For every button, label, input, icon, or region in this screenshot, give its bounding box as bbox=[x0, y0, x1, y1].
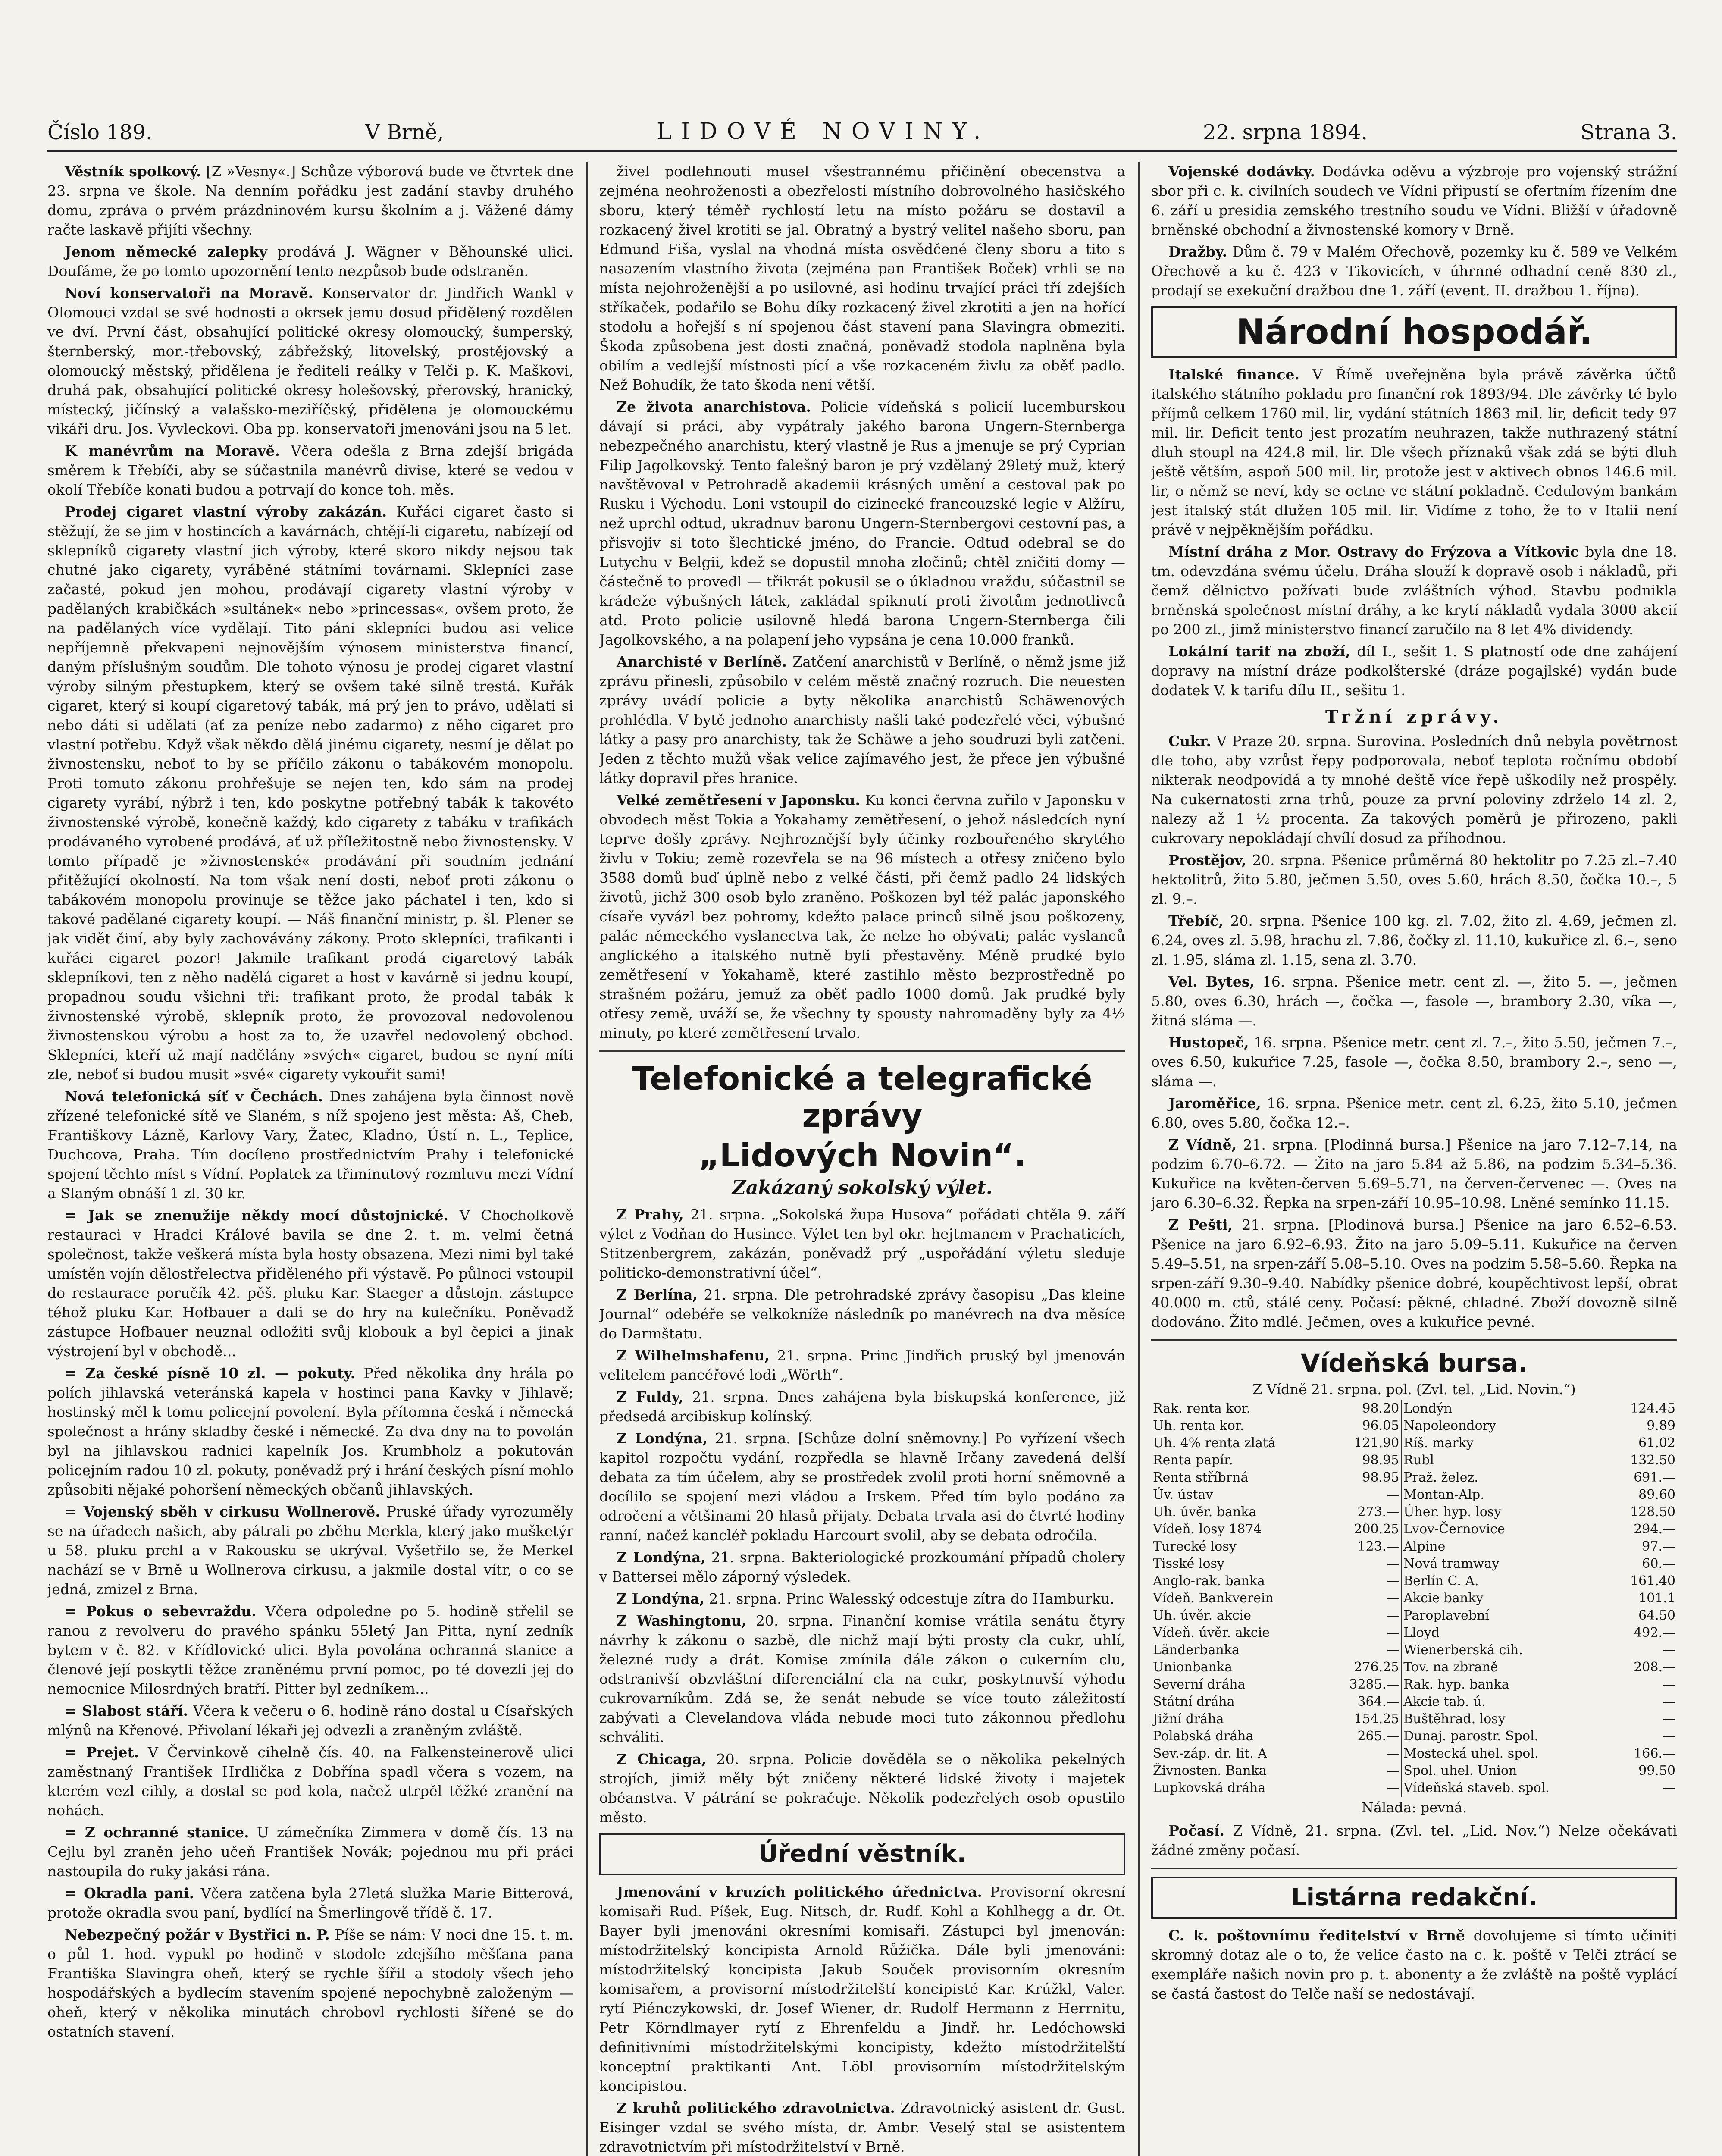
telegraph-subheading: Zakázaný sokolský výlet. bbox=[732, 1177, 993, 1199]
bourse-security: Länderbanka bbox=[1153, 1642, 1240, 1658]
bourse-subheading: Z Vídně 21. srpna. pol. (Zvl. tel. „Lid. Novin.“) bbox=[1252, 1381, 1576, 1398]
bourse-price: — bbox=[1386, 1608, 1400, 1623]
article-lead: Třebíč, bbox=[1168, 912, 1224, 929]
article bbox=[1151, 542, 1677, 639]
column-1 bbox=[47, 162, 573, 2156]
article-lead: = Jak se znenužije někdy mocí důstojnické. bbox=[65, 1207, 449, 1224]
article-lead: Z kruhů politického zdravotnictva. bbox=[617, 2100, 895, 2116]
bourse-security: Úher. hyp. losy bbox=[1401, 1504, 1609, 1521]
article bbox=[47, 1883, 573, 1922]
bourse-security: Anglo-rak. banka bbox=[1153, 1573, 1265, 1589]
article-text: Píše se nám: V noci dne 15. t. m. o půl 1. hod. vypukl po hodině v stodole zdejšího měšťana pana Františka Slavingra oheň, který se rychle šířil a stodoly všech jeho hospodářských a bydlecím stavením spojené nepochybně založeným — oheň, který v několika minutách chrobovl rychlosti šířené se do ostatních stavení. bbox=[47, 1926, 573, 2040]
bourse-price: 97.— bbox=[1642, 1539, 1675, 1554]
bourse-price: 265.— bbox=[1357, 1729, 1400, 1744]
bourse-price: 61.02 bbox=[1638, 1435, 1675, 1451]
article-lead: Ze života anarchistova. bbox=[617, 398, 811, 415]
weather-article bbox=[1151, 1821, 1677, 1860]
bourse-price: 364.— bbox=[1357, 1694, 1400, 1709]
article-text: prodává J. Wägner v Běhounské ulici. Doufáme, že po tomto upozornění tento nezpůsob bude odstraněn. bbox=[47, 243, 573, 279]
article bbox=[47, 1925, 573, 2041]
bourse-security: Montan-Alp. bbox=[1401, 1486, 1609, 1504]
article-lead: Místní dráha z Mor. Ostravy do Frýzova a Vítkovic bbox=[1168, 543, 1579, 560]
article-text: 21. srpna. Princ Walesský odcestuje zítra do Hamburku. bbox=[709, 1590, 1115, 1607]
article-text: 20. srpna. Pšenice průměrná 80 hektolitr po 7.25 zl.–7.40 hektolitrů, žito 5.80, ječmen 5.50, oves 5.60, hrách 8.50, čočka 10.–, 5 zl. 9.–. bbox=[1151, 852, 1677, 907]
article bbox=[47, 441, 573, 499]
bourse-security: Renta stříbrná bbox=[1153, 1470, 1249, 1485]
article bbox=[599, 1749, 1125, 1827]
article-lead: Anarchisté v Berlíně. bbox=[617, 653, 787, 670]
bourse-security: Rak. renta kor. bbox=[1153, 1401, 1251, 1416]
bourse-row bbox=[1151, 1521, 1677, 1538]
market-heading: Tržní zprávy. bbox=[1325, 707, 1503, 727]
article-text: 21. srpna. [Schůze dolní sněmovny.] Po vyřízení všech kapitol rozpočtu vydání, rozpředla se hlavně Irčany zavedená delší debata za tím účelem, aby se prostředek zvolil proti horní sněmovně a docílilo se spojení mezi vládou a Irskem. Před tím bylo podáno za odročení a většinami 20 hlasů přijaty. Debata trvala asi do čtvrté hodiny ranní, načež kancléř pokladu Harcourt svolil, aby se debata odročila. bbox=[599, 1430, 1125, 1544]
article-lead: Italské finance. bbox=[1168, 366, 1299, 383]
article-text: 21. srpna. „Sokolská župa Husova“ pořádati chtěla 9. září výlet z Vodňan do Husince. Výlet ten byl okr. hejtmanem v Prachaticích, Stitzenbergrem, zakázán, poněvadž prý „uspořádání výletu sleduje politicko-demonstrativní účel“. bbox=[599, 1206, 1125, 1281]
article-text: 16. srpna. Pšenice metr. cent zl. 7.–, žito 5.50, ječmen 7.–, oves 6.50, kukuřice 7.25, fasole —, čočka 8.50, brambory 2.–, seno —, sláma —. bbox=[1151, 1034, 1677, 1090]
bourse-security: Alpine bbox=[1401, 1538, 1609, 1555]
bourse-price: 132.50 bbox=[1630, 1453, 1675, 1468]
article bbox=[47, 1087, 573, 1203]
article bbox=[1151, 1033, 1677, 1091]
bourse-security: Vídeň. losy 1874 bbox=[1153, 1522, 1262, 1537]
bourse-row bbox=[1151, 1676, 1677, 1693]
bourse-price: 492.— bbox=[1634, 1625, 1675, 1640]
economy-box bbox=[1151, 306, 1677, 358]
article bbox=[599, 1285, 1125, 1343]
bourse-security: Vídeň. úvěr. akcie bbox=[1153, 1625, 1270, 1640]
bourse-row bbox=[1151, 1590, 1677, 1607]
bourse-price: 96.05 bbox=[1362, 1418, 1400, 1433]
bourse-security: Akcie tab. ú. bbox=[1401, 1693, 1609, 1711]
bourse-security: Napoleondory bbox=[1401, 1417, 1609, 1435]
bourse-security: Živnosten. Banka bbox=[1153, 1763, 1267, 1778]
bourse-row bbox=[1151, 1452, 1677, 1469]
article-lead: Nebezpečný požár v Bystřici n. P. bbox=[65, 1926, 330, 1943]
header-rule bbox=[47, 150, 1677, 152]
bourse-security: Lupkovská dráha bbox=[1153, 1780, 1266, 1796]
bourse-security: Uh. úvěr. akcie bbox=[1153, 1608, 1252, 1623]
article-text: byla dne 18. tm. odevzdána svému účelu. Dráha slouží k dopravě osob i nákladů, při čemž dělnictvo požívati bude zvláštních výhod. Stavbu podnikla brněnská společnost místní dráhy, a ke krytí nákladů vydala 3000 akcií po 200 zl., jimž ministerstvo financí zaručilo na 8 let 4% dividendy. bbox=[1151, 543, 1677, 638]
article-text: Zdravotnický asistent dr. Gust. Eisinger vzdal se svého místa, dr. Ambr. Veselý stal se asistentem zdravotnictvím při místodržitelství v Brně. bbox=[599, 2100, 1125, 2155]
bourse-price: — bbox=[1663, 1694, 1675, 1709]
article-lead: Z Prahy, bbox=[617, 1206, 684, 1223]
article-text: Pruské úřady vyrozuměly se na úřadech našich, aby pátrali po zběhu Merkla, který jako mušketýr u 58. pluku prchl a v Rakousku se ukrýval. Vyšetřilo se, že Merkel nachází se v Brně u Wollnerova cirkusu, a jakmile dostal vítr, o co se jedná, zmizel z Brna. bbox=[47, 1503, 573, 1598]
section-rule bbox=[1151, 1868, 1677, 1869]
article bbox=[1151, 365, 1677, 539]
bourse-price: 200.25 bbox=[1354, 1522, 1400, 1537]
article-lead: Noví konservatoři na Moravě. bbox=[65, 285, 313, 301]
bourse-price: — bbox=[1386, 1746, 1400, 1761]
bourse-security: Renta papír. bbox=[1153, 1453, 1233, 1468]
editorial-box bbox=[1151, 1877, 1677, 1919]
article-lead: = Za české písně 10 zl. — pokuty. bbox=[65, 1365, 356, 1382]
article bbox=[599, 1882, 1125, 2096]
article-text: díl I., sešit 1. S platností ode dne zahájení dopravy na místní dráze podkolšterské (dráze pogajlské) vydán bude dodatek V. k tarifu dílu II., sešitu 1. bbox=[1151, 643, 1677, 699]
article-lead: Prodej cigaret vlastní výroby zakázán. bbox=[65, 503, 387, 520]
bourse-security: Jižní dráha bbox=[1153, 1711, 1224, 1727]
bourse-row bbox=[1151, 1711, 1677, 1728]
article bbox=[599, 652, 1125, 788]
article-text: Konservator dr. Jindřich Wankl v Olomouci vzdal se své hodnosti a okrsek jemu dosud přidělený rozdělen ve dví. První část, obsahující politické okresy olomoucký, šumperský, šternberský, mor.-třebovský, zábřežský, litovelský, prostějovský a olomoucký městský, přidělena je řediteli reálky v Telči p. K. Maškovi, druhá pak, obsahující politické okresy holešovský, přerovský, hranický, místecký, jičínský a valašsko-meziříčský, přidělena je olomouckému vikáři dru. Jos. Vyvleckovi. Oba pp. konservatoři jmenováni jsou na 5 let. bbox=[47, 285, 573, 437]
article-lead: = Slabost stáří. bbox=[65, 1702, 188, 1719]
article-lead: Z Fuldy, bbox=[617, 1388, 684, 1405]
article-text: 20. srpna. Policie dověděla se o několika pekelných strojích, jimiž měly být zničeny některé lidské životy i majetek obéanstva. V pátrání se pokračuje. Několik podezřelých osob opustilo město. bbox=[599, 1751, 1125, 1826]
article-text: 16. srpna. Pšenice metr. cent zl. —, žito 5. —, ječmen 5.80, oves 6.30, hrách —, čočka —, fasole —, brambory 2.30, víka —, žitná sláma —. bbox=[1151, 973, 1677, 1029]
article-text: Dnes zahájena byla činnost nově zřízené telefonické sítě ve Slaném, s níž spojeno jest města: Aš, Cheb, Františkovy Lázně, Karlovy Vary, Žatec, Kladno, Ústí n. L., Teplice, Duchcova, Praha. Tím docíleno prostřednictvím Prahy i telefonické spojení těchto míst s Vídní. Poplatek za třiminutový rozmluvu mezi Vídní a Slaným obnáší 1 zl. 30 kr. bbox=[47, 1088, 573, 1202]
article-text: V Římě uveřejněna byla právě závěrka účtů italského státního pokladu pro finanční rok 1893/94. Dle závěrky té bylo příjmů celkem 1760 mil. lir, vydání státních 1863 mil. lir, deficit tedy 97 mil. lir. Deficit tento jest prozatím neuhrazen, takže nuthrazený státní dluh stoupl na 424.8 mil. lir. Dle všech příznaků však zdá se býti dluh ještě větším, aspoň 500 mil. lir, protože jest v aktivech obnos 146.6 mil. lir, o němž se neví, kdy se octne ve státní pokladně. Cedulovým bankám jest italský stát dlužen 105 mil. lir. Vidíme z toho, že to v Italii není právě v nejpěknějším pořádku. bbox=[1151, 366, 1677, 538]
bourse-security: Polabská dráha bbox=[1153, 1729, 1254, 1744]
bourse-price: 276.25 bbox=[1354, 1660, 1400, 1675]
article-lead: Z Vídně, bbox=[1168, 1136, 1237, 1153]
article bbox=[1151, 911, 1677, 969]
bourse-row bbox=[1151, 1538, 1677, 1555]
bourse-price: 9.89 bbox=[1647, 1418, 1675, 1433]
bourse-security: Vídeňská staveb. spol. bbox=[1401, 1780, 1609, 1797]
bourse-price: 121.90 bbox=[1354, 1435, 1400, 1451]
bourse-security: Dunaj. parostr. Spol. bbox=[1401, 1728, 1609, 1745]
article-lead: Z Londýna, bbox=[617, 1590, 704, 1607]
bourse-row bbox=[1151, 1642, 1677, 1659]
bourse-price: 99.50 bbox=[1638, 1763, 1675, 1778]
telegraph-heading: Telefonické a telegrafické zprávy bbox=[632, 1060, 1093, 1134]
bourse-security: Ríš. marky bbox=[1401, 1435, 1609, 1452]
article-lead: Jenom německé zalepky bbox=[65, 243, 267, 260]
column-2 bbox=[599, 162, 1125, 2156]
newspaper-title: LIDOVÉ NOVINY. bbox=[656, 119, 990, 144]
bourse-security: Úv. ústav bbox=[1153, 1487, 1213, 1502]
masthead bbox=[47, 108, 1677, 149]
article bbox=[599, 790, 1125, 1043]
article-lead: C. k. poštovnímu ředitelství v Brně bbox=[1168, 1927, 1465, 1944]
bourse-row bbox=[1151, 1417, 1677, 1435]
telegraph-heading-quote: „Lidových Novin“. bbox=[698, 1137, 1026, 1174]
bourse-row bbox=[1151, 1400, 1677, 1417]
article bbox=[1151, 1215, 1677, 1332]
article bbox=[47, 1823, 573, 1881]
bourse-price: — bbox=[1663, 1780, 1675, 1796]
article bbox=[47, 502, 573, 1084]
section-rule bbox=[599, 1050, 1125, 1052]
article-lead: Z Londýna, bbox=[617, 1549, 706, 1566]
article-text: Dům č. 79 v Malém Ořechově, pozemky ku č. 589 ve Velkém Ořechově a ku č. 423 v Tikovicích, v úhrnné odhadní ceně 830 zl., prodají se exekuční dražbou dne 1. září (event. II. dražbou 1. října). bbox=[1151, 243, 1677, 299]
bourse-price: 60.— bbox=[1642, 1556, 1675, 1571]
article-lead: K manévrům na Moravě. bbox=[65, 442, 280, 459]
article bbox=[599, 1346, 1125, 1385]
article-lead: Jaroměřice, bbox=[1168, 1095, 1261, 1112]
bourse-row bbox=[1151, 1728, 1677, 1745]
bourse-row bbox=[1151, 1607, 1677, 1624]
article-lead: Jmenování v kruzích politického úřednictva. bbox=[617, 1883, 982, 1900]
bourse-security: Turecké losy bbox=[1153, 1539, 1237, 1554]
article-lead: Hustopeč, bbox=[1168, 1034, 1249, 1051]
article-text: 21. srpna. Bakteriologické prozkoumání případů cholery v Battersei mělo záporný výsledek. bbox=[599, 1549, 1125, 1585]
bourse-security: Tisské losy bbox=[1153, 1556, 1224, 1571]
bourse-security: Tov. na zbraně bbox=[1401, 1659, 1609, 1676]
bourse-security: Nová tramway bbox=[1401, 1555, 1609, 1573]
article bbox=[47, 1363, 573, 1499]
article-lead: Z Pešti, bbox=[1168, 1216, 1233, 1233]
bourse-security: Akcie banky bbox=[1401, 1590, 1609, 1607]
article bbox=[599, 1611, 1125, 1747]
bourse-security: Státní dráha bbox=[1153, 1694, 1235, 1709]
editorial-heading: Listárna redakční. bbox=[1291, 1883, 1537, 1912]
article-text: Před několika dny hrála po polích jihlavská veteránská kapela v hostinci pana Kavky v Jihlavě; hostinský měl k tomu policejní povolení. Byla přítomna česká i německá společnost a hrány skladby české i německé. Za dva dny na to povolán byl na jihlavskou radnici kapelník Jos. Krumbholz a pokutován policejním radou 10 zl. pokuty, poněvadž prý i hrání českých písní mohlo způsobiti nějaké pohoršení německých občanů jihlavských. bbox=[47, 1365, 573, 1498]
bourse-price: 294.— bbox=[1634, 1522, 1675, 1537]
column-3 bbox=[1151, 162, 1677, 2156]
bourse-price: — bbox=[1386, 1573, 1400, 1589]
article bbox=[47, 1502, 573, 1599]
bourse-price: 166.— bbox=[1634, 1746, 1675, 1761]
article-lead: = Vojenský sběh v cirkusu Wollnerově. bbox=[65, 1503, 380, 1520]
article-lead: Z Londýna, bbox=[617, 1430, 708, 1447]
article-lead: Z Wilhelmshafenu, bbox=[617, 1347, 770, 1364]
article bbox=[1151, 731, 1677, 848]
official-bulletin-heading: Úřední věstník. bbox=[758, 1840, 966, 1868]
economy-heading: Národní hospodář. bbox=[1236, 312, 1593, 352]
article-text: 20. srpna. Pšenice 100 kg. zl. 7.02, žito zl. 4.69, ječmen zl. 6.24, oves zl. 5.98, hrachu zl. 7.86, čočky zl. 11.10, kukuřice zl. 6.–, seno zl. 1.95, sláma zl. 1.15, sena zl. 3.70. bbox=[1151, 912, 1677, 968]
article-text: Zatčení anarchistů v Berlíně, o němž jsme již zprávu přinesli, způsobilo v celém městě značný rozruch. Die neuesten zprávy uvádí policie a byty několika anarchistů Schäwenových prohlédla. V bytě jednoho anarchisty našli také podezřelé věci, výbušné látky a pasy pro anarchisty, tak že Schäwe a jeho soudruzi byli zatčeni. Jeden z těchto mužů však velice zajímavého jest, že přece jen výbušné látky dopravil přes hranice. bbox=[599, 653, 1125, 787]
bourse-price: — bbox=[1663, 1711, 1675, 1727]
bourse-price: — bbox=[1386, 1625, 1400, 1640]
bourse-price: 3285.— bbox=[1349, 1677, 1400, 1692]
page-number: Strana 3. bbox=[1580, 120, 1677, 144]
article-lead: Z Washingtonu, bbox=[617, 1612, 747, 1629]
bourse-security: Paroplavební bbox=[1401, 1607, 1609, 1624]
bourse-price: 208.— bbox=[1634, 1660, 1675, 1675]
bourse-price: 64.50 bbox=[1638, 1608, 1675, 1623]
bourse-mood: Nálada: pevná. bbox=[1361, 1799, 1467, 1816]
bourse-row bbox=[1151, 1504, 1677, 1521]
bourse-price: — bbox=[1386, 1487, 1400, 1502]
article-lead: Z Berlína, bbox=[617, 1286, 698, 1303]
article-lead: = Pokus o sebevraždu. bbox=[65, 1603, 257, 1620]
article-text: Včera odešla z Brna zdejší brigáda směrem k Třebíči, aby se súčastnila manévrů divise, které se vedou v okolí Třebíče konati budou a potrvají do konce toh. měs. bbox=[47, 442, 573, 498]
article-text: Včera zatčena byla 27letá služka Marie Bitterová, protože okradla svou paní, bydlící na Šmerlingově třídě č. 17. bbox=[47, 1885, 573, 1921]
bourse-table bbox=[1151, 1400, 1677, 1797]
article-lead: = Prejet. bbox=[65, 1744, 139, 1761]
article-lead: Lokální tarif na zboží, bbox=[1168, 643, 1350, 660]
article bbox=[1151, 972, 1677, 1030]
article bbox=[599, 1387, 1125, 1426]
article-text: Z Vídně, 21. srpna. (Zvl. tel. „Lid. Nov.“) Nelze očekávati žádné změny počasí. bbox=[1151, 1822, 1677, 1858]
bourse-security: Wienerberská cih. bbox=[1401, 1642, 1609, 1659]
bourse-security: Buštěhrad. losy bbox=[1401, 1711, 1609, 1728]
bourse-heading: Vídeňská bursa. bbox=[1300, 1348, 1528, 1378]
bourse-row bbox=[1151, 1435, 1677, 1452]
bourse-security: Londýn bbox=[1401, 1400, 1609, 1417]
bourse-price: 273.— bbox=[1357, 1504, 1400, 1520]
bourse-security: Lloyd bbox=[1401, 1624, 1609, 1642]
bourse-row bbox=[1151, 1762, 1677, 1780]
section-rule bbox=[1151, 1339, 1677, 1341]
article-text: Včera k večeru o 6. hodině ráno dostal u Císařských mlýnů na Křenové. Přivolaní lékaři jej odvezli a zraněným zvláště. bbox=[47, 1702, 573, 1739]
bourse-price: 154.25 bbox=[1354, 1711, 1400, 1727]
bourse-row bbox=[1151, 1624, 1677, 1642]
article-text: Včera odpoledne po 5. hodině střelil se ranou z revolveru do pravého spánku 55letý Jan Pitta, nyní zedník bytem v č. 82. v Křídlovické ulici. Byla povolána ochranná stanice a členové její poskytli těžce zraněnému první pomoc, po té dovezli jej do nemocnice Milosrdných bratří. Pitter byl zedníkem... bbox=[47, 1603, 573, 1697]
bourse-row bbox=[1151, 1555, 1677, 1573]
article-lead: Vojenské dodávky. bbox=[1168, 163, 1315, 180]
bourse-row bbox=[1151, 1780, 1677, 1797]
article-text: dovolujeme si tímto učiniti skromný dotaz ale o to, že velice často na c. k. poště v Telči ztrácí se exempláře našich novin pro p. t. abonenty a že zvláště na poště vyplácí se častá častost do Telče naší se nedostávají. bbox=[1151, 1927, 1677, 2002]
bourse-price: — bbox=[1663, 1642, 1675, 1658]
article bbox=[1151, 162, 1677, 239]
article bbox=[47, 1701, 573, 1740]
bourse-security: Uh. 4% renta zlatá bbox=[1153, 1435, 1276, 1451]
article-text: 21. srpna. Dle petrohradské zprávy časopisu „Das kleine Journal“ odebéře se velkokníže následník po manévrech na dva měsíce do Darmštatu. bbox=[599, 1286, 1125, 1342]
article-lead: Velké zemětřesení v Japonsku. bbox=[617, 792, 860, 808]
article-lead: Počasí. bbox=[1168, 1822, 1225, 1839]
article-lead: Nová telefonická síť v Čechách. bbox=[65, 1088, 323, 1105]
article-text: V Červinkově cihelně čís. 40. na Falkensteinerově ulici zaměstnaný František Hrdlička z Dobřína spadl včera s vozem, na kterém vezl cihly, a dostal se pod kola, načež utrpěl těžké zranění na nohách. bbox=[47, 1744, 573, 1819]
bourse-price: 128.50 bbox=[1630, 1504, 1675, 1520]
bourse-price: — bbox=[1386, 1591, 1400, 1606]
bourse-security: Mostecká uhel. spol. bbox=[1401, 1745, 1609, 1762]
article-lead: = Okradla pani. bbox=[65, 1885, 194, 1902]
article-text: 21. srpna. Dnes zahájena byla biskupská konference, již předsedá arcibiskup kolínský. bbox=[599, 1388, 1125, 1425]
article-text: 16. srpna. Pšenice metr. cent zl. 6.25, žito 5.10, ječmen 6.80, oves 5.80, čočka 12.–. bbox=[1151, 1095, 1677, 1131]
article bbox=[47, 283, 573, 439]
article-text: 21. srpna. Princ Jindřich pruský byl jmenován velitelem pancéřové lodi „Wörth“. bbox=[599, 1347, 1125, 1383]
bourse-security: Spol. uhel. Union bbox=[1401, 1762, 1609, 1780]
article bbox=[47, 242, 573, 281]
city: V Brně, bbox=[365, 120, 444, 144]
bourse-row bbox=[1151, 1659, 1677, 1676]
article bbox=[1151, 1094, 1677, 1132]
columns bbox=[47, 162, 1677, 2156]
issue-date: 22. srpna 1894. bbox=[1203, 120, 1368, 144]
article-text: V Praze 20. srpna. Surovina. Posledních dnů nebyla povětrnost dle toho, aby vzrůst řepy podporovala, neboť teplota ročnímu období nikterak neodpovídá a ty mnohé deště více řepě uškodily než prospěly. Na cukernatosti zrna trhů, pouze za první poloviny zdrželo 14 zl. 2, nalezy až 1 ½ procenta. Za takových poměrů je přirozeno, pakli cukrovary nepokládají chvílí dosud za příhodnou. bbox=[1151, 733, 1677, 846]
article bbox=[599, 1429, 1125, 1545]
bourse-price: 124.45 bbox=[1630, 1401, 1675, 1416]
article bbox=[47, 1206, 573, 1361]
bourse-price: 98.20 bbox=[1362, 1401, 1400, 1416]
bourse-price: — bbox=[1663, 1677, 1675, 1692]
article-lead: Cukr. bbox=[1168, 733, 1211, 749]
article bbox=[599, 1205, 1125, 1282]
bourse-security: Uh. úvěr. banka bbox=[1153, 1504, 1257, 1520]
bourse-price: — bbox=[1386, 1780, 1400, 1796]
bourse-security: Lvov-Černovice bbox=[1401, 1521, 1609, 1538]
article bbox=[47, 162, 573, 239]
bourse-price: 89.60 bbox=[1638, 1487, 1675, 1502]
article-text: 21. srpna. [Plodinná bursa.] Pšenice na jaro 7.12–7.14, na podzim 6.70–6.72. — Žito na jaro 5.84 až 5.86, na podzim 5.34–5.36. Kukuřice na květen-červen 5.69–5.71, na červen-červenec —. Oves na jaro 6.30–6.32. Řepka na srpen-září 10.95–10.98. Lněné semínko 11.15. bbox=[1151, 1136, 1677, 1211]
bourse-security: Uh. renta kor. bbox=[1153, 1418, 1244, 1433]
article bbox=[1151, 1135, 1677, 1213]
article-lead: Z Chicaga, bbox=[617, 1751, 707, 1767]
bourse-security: Rak. hyp. banka bbox=[1401, 1676, 1609, 1693]
bourse-security: Berlín C. A. bbox=[1401, 1573, 1609, 1590]
bourse-security: Praž. želez. bbox=[1401, 1469, 1609, 1486]
bourse-price: — bbox=[1386, 1763, 1400, 1778]
article-text: U zámečníka Zimmera v domě čís. 13 na Cejlu byl zraněn jeho učeň František Novák; pojednou mu při práci nastoupila do ruky jakási rána. bbox=[47, 1824, 573, 1880]
article-text: 20. srpna. Finanční komise vrátila senátu čtyry návrhy k zákonu o sazbě, dle nichž mají býti prosty cla cukr, uhlí, železné rudy a drát. Komise zmínila dále zákon o cukerním clu, odstranivší obzvláštní diferenciální cla na cukr, poskytnuvší výhodu cukrovarníkům. Zdá se, že senát nebude se více touto záležitostí zabývati a Clevelandova vláda nebude moci tuto zákonnou předlohu schváliti. bbox=[599, 1612, 1125, 1745]
bourse-row bbox=[1151, 1745, 1677, 1762]
article-lead: Dražby. bbox=[1168, 243, 1227, 260]
article-text: Dodávka oděvu a výzbroje pro vojenský strážní sbor při c. k. civilních soudech ve Vídni připustí se ofertním řízením dne 6. září u presidia zemského trestního soudu ve Vídni. Bližší v úřadovně brněnské obchodní a živnostenské komory v Brně. bbox=[1151, 163, 1677, 238]
bourse-price: — bbox=[1386, 1642, 1400, 1658]
bourse-security: Sev.-záp. dr. lit. A bbox=[1153, 1746, 1267, 1761]
bourse-price: 691.— bbox=[1634, 1470, 1675, 1485]
article bbox=[599, 2098, 1125, 2156]
article-lead: Prostějov, bbox=[1168, 852, 1246, 868]
article-text: 21. srpna. [Plodinová bursa.] Pšenice na jaro 6.52–6.53. Pšenice na jaro 6.92–6.93. Žito na jaro 5.09–5.11. Kukuřice na červen 5.49–5.51, na srpen-září 5.08–5.10. Oves na podzim 5.58–5.60. Řepka na srpen-září 9.30–9.40. Nabídky pšenice dobré, koupěchtivost lepší, obrat 40.000 m. ctů, stálé ceny. Počasí: pěkné, chladné. Zboží dovozně silně dodováno. Žito mdlé. Ječmen, oves a kukuřice pevné. bbox=[1151, 1216, 1677, 1330]
bourse-row bbox=[1151, 1486, 1677, 1504]
bourse-security: Severní dráha bbox=[1153, 1677, 1246, 1692]
article bbox=[599, 162, 1125, 395]
bourse-price: 98.95 bbox=[1362, 1453, 1400, 1468]
article bbox=[599, 397, 1125, 649]
article-lead: Vel. Bytes, bbox=[1168, 973, 1255, 990]
bourse-row bbox=[1151, 1469, 1677, 1486]
article bbox=[47, 1742, 573, 1820]
bourse-security: Rubl bbox=[1401, 1452, 1609, 1469]
bourse-price: — bbox=[1663, 1729, 1675, 1744]
bourse-security: Unionbanka bbox=[1153, 1660, 1233, 1675]
article-lead: Věstník spolkový. bbox=[65, 163, 201, 180]
article bbox=[1151, 850, 1677, 909]
official-bulletin-box bbox=[599, 1833, 1125, 1875]
article bbox=[1151, 242, 1677, 300]
article-text: živel podlehnouti musel všestrannému přičinění obecenstva a zejména neohroženosti a obezřelosti místního dobrovolného hasičského sboru, který téměř rychlostí letu na místo požáru se dostavil a rozkacený živel krotiti se jal. Obratný a bystrý velitel našeho sboru, pan Edmund Fiša, vyslal na vhodná místa osvědčené členy sboru a tito s nasazením vlastního života (zejména pan František Boček) vrhli se na místa nejohroženější a po usilovné, asi hodinu trvající práci tří zdejších stříkaček, podařilo se Bohu díky rozkacený živel zkrotiti a jen na hořící stodolu a hořejší s ní spojenou část stavení pana Slavingra obmeziti. Škoda způsobena jest dosti značná, poněvadž stodola naplněna byla obilím a vedlejší místnosti pící a vše rozkaceném živlu za oběť padlo. Než Bohudík, že tato škoda není větší. bbox=[599, 163, 1125, 393]
bourse-price: 161.40 bbox=[1630, 1573, 1675, 1589]
article bbox=[1151, 642, 1677, 700]
article bbox=[599, 1589, 1125, 1608]
bourse-price: 123.— bbox=[1357, 1539, 1400, 1554]
bourse-price: — bbox=[1386, 1556, 1400, 1571]
article-lead: = Z ochranné stanice. bbox=[65, 1824, 249, 1841]
article-text: [Z »Vesny«.] Schůze výborová bude ve čtvrtek dne 23. srpna ve škole. Na denním pořádku jest zadání stavby druhého domu, zpráva o prvém prázdninovém kursu školním a j. Vážené dámy račte laskavě přijíti všechny. bbox=[47, 163, 573, 238]
bourse-security: Vídeň. Bankverein bbox=[1153, 1591, 1274, 1606]
bourse-row bbox=[1151, 1573, 1677, 1590]
article-text: Policie vídeňská s policií lucemburskou dávají si práci, aby vypátraly jakého barona Ungern-Sternberga nebezpečného anarchistu, který vlastně je Rus a jmenuje se prý Cyprian Filip Jagolkovský. Tento falešný baron je prý vzdělaný 29letý muž, který navštěvoval v Petrohradě akademii krásných umění a cestoval pak po Rusku i Východu. Loni vstoupil do cizinecké francouzské legie v Alžíru, než uprchl odtud, ukradnuv baronu Ungern-Sternbergovi cestovní pas, a přisvojiv si toto šlechtické jméno, do Francie. Odtud odebral se do Lutychu v Belgii, kdež se dopustil mnoha zločinů; chtěl zničiti domy — částečně to provedl — třikrát pokusil se o úkladnou vraždu, súčastnil se krádeže výbušných látek, zakládal spiknutí proti životům jednotlivců atd. Proto policie usilovně hledá barona Ungern-Sternberga čili Jagolkovského, a na polapení jeho vypsána je cena 10.000 franků. bbox=[599, 398, 1125, 648]
bourse-row bbox=[1151, 1693, 1677, 1711]
bourse-price: 98.95 bbox=[1362, 1470, 1400, 1485]
article-text: Provisorní okresní komisaři Rud. Píšek, Eug. Nitsch, dr. Rudf. Kohl a Kohlhegg a dr. Ot. Bayer byli jmenováni okresními komisaři. Zástupci byl jmenován: místodržitelský koncipista Arnold Růžička. Dále byli jmenováni: místodržitelský koncipista Jakub Souček provisorním okresním komisařem, a provisorní místodržitelští koncipisté Kar. Krúžkl, Valer. rytí Piénczykowski, dr. Josef Wiener, dr. Rudolf Hermann z Herrnitu, Petr Körndlmayer rytí z Ehrenfeldu a Jindř. hr. Ledóchowski definitivními místodržitelskými koncipisty, kdežto místodržitelští konceptní praktikanti Ant. Löbl provisorním místodržitelským koncipistou. bbox=[599, 1883, 1125, 2094]
bourse-price: 101.1 bbox=[1638, 1591, 1675, 1606]
issue-number: Číslo 189. bbox=[47, 120, 153, 144]
article-text: Ku konci června zuřilo v Japonsku v obvodech měst Tokia a Yokahamy zemětřesení, o jehož následcích nyní teprve došly zprávy. Nejhroznější byly účinky rozbouřeného skrytého živlu v Tokiu; země rozevřela se na 96 místech a otřesy zničeno bylo 3588 domů buď úplně nebo z velké části, při čemž padlo 24 lidských životů, jichž 300 osob bylo zraněno. Poškozen byl též palác japonského císaře vyvázl bez pohromy, kdežto palace princů silně jsou poškozeny, palác německého vyslanectva tak, že nelze ho obývati; palác vyslanců anglického a italského nutně byli přestavěny. Méně prudké bylo zemětřesení v Yokahamě, které zastihlo město bezprostředně po strašném požáru, jemuž za oběť padlo 1000 domů. Jak prudké byly otřesy země, uváží se, že všechny ty spousty nahromaděny byly za 4½ minuty, po které zemětřesení trvalo. bbox=[599, 792, 1125, 1041]
article-text: Kuřáci cigaret často si stěžují, že se jim v hostincích a kavárnách, chtějí-li cigaretu, nabízejí od sklepníků cigarety vlastní jich výroby, které skoro nikdy nejsou tak chutné jako cigarety, vyráběné státními továrnami. Sklepníci zase začasté, pokud jen mohou, prodávají cigarety vlastní výroby v padělaných krabičkách »sultánek« nebo »princessas«, ovšem proto, že na padělaných více vydělají. Tito páni sklepníci budou asi velice nepříjemně překvapeni nejnovějším výnosem ministerstva financí, daným příslušným soudům. Dle tohoto výnosu je prodej cigaret vlastní výroby silným přestupkem, který se ovšem také silně trestá. Kuřák cigaret, který si koupí cigaretový tabák, má prý jen to právo, udělati si nebo dáti si udělati (ať za peníze nebo zadarmo) z něho cigaret pro vlastní potřebu. Když však někdo dělá jinému cigarety, nesmí je dělat po živnostensku, neboť to by se příčilo zákonu o tabákovém monopolu. Proti tomuto zákonu prohřešuje se nejen ten, kdo sám na prodej cigarety vyrábí, nýbrž i ten, kdo poskytne potřebný tabák k takovéto živnostenské výrobě, konečně každý, kdo cigarety z tabáku v trafikách prodávaného vyrobené prodává, ať už příležitostně nebo živnostensky. V tomto případě je »živnostenské« prodávání při soudním jednání přitěžující okolností. Na tom však není dosti, neboť proti zákonu o tabákovém monopolu provinuje se těžce jako páchatel i ten, kdo si takové padělané cigarety koupí. — Náš finanční ministr, p. šl. Plener se jak vidět činí, aby byly zachovávány zákony. Proto sklepníci, trafikanti i kuřáci cigaret pozor! Jakmile trafikant prodá cigaretový tabák sklepníkovi, ten z něho nadělá cigaret a host v kavárně si jednu koupí, propadnou soudu všichni tři: trafikant proto, že prodal tabák k živnostenské výrobě, sklepník proto, že provozoval nedovolenou živnostenskou výrobu a host za to, že uzavřel nedovolený obchod. Sklepníci, kteří už mají nadělány »svých« cigaret, budou se nyní míti zle, neboť si budou musit »své« cigarety vykouřit sami! bbox=[47, 503, 573, 1083]
article-text: V Chocholkově restauraci v Hradci Králové bavila se dne 2. t. m. velmi četná společnost, takže veškerá místa byla hosty obsazena. Mezi nimi byl také umístěn vojín dělostřelectva přiděleného při výstavě. Po půlnoci vstoupil do restaurace poručík 42. pěš. pluku Kar. Staeger a důstojn. zástupce téhož pluku Kar. Hofbauer a dali se do hry na kulečníku. Poněvadž zástupce Hofbauer neuznal odložiti svůj klobouk a byl čepici a jinak výstrojení byl v obchodě... bbox=[47, 1207, 573, 1360]
article bbox=[47, 1601, 573, 1698]
article bbox=[599, 1548, 1125, 1586]
editorial-article bbox=[1151, 1926, 1677, 2003]
